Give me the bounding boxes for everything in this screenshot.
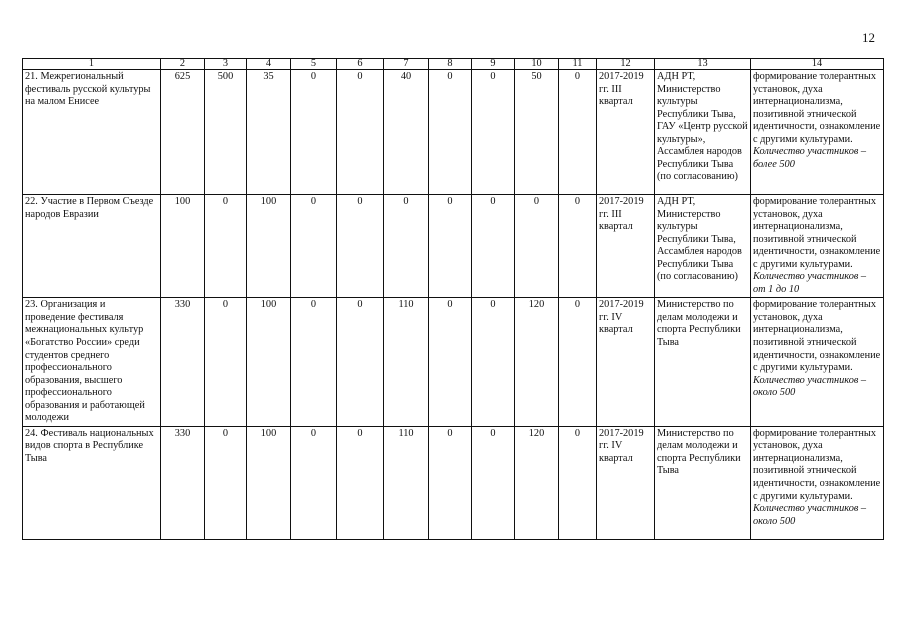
column-header: 9 (472, 59, 515, 70)
period-cell: 2017-2019 гг. III квартал (597, 195, 655, 298)
event-name-cell: 21. Межрегиональный фестиваль русской культуры на малом Енисее (23, 70, 161, 195)
executors-cell: АДН РТ, Министерство культуры Республики Тыва, Ассамблея народов Республики Тыва (по согласованию) (655, 195, 751, 298)
value-cell: 0 (291, 426, 337, 539)
table-row (23, 298, 884, 426)
value-cell: 330 (161, 298, 205, 426)
result-text: формирование толерантных установок, духа интернационализма, позитивной этнической идентичности, ознакомление с другими культурами. (753, 299, 881, 374)
value-cell: 110 (384, 426, 429, 539)
page-number: 12 (862, 30, 875, 45)
column-header: 2 (161, 59, 205, 70)
value-cell: 100 (247, 426, 291, 539)
column-header: 4 (247, 59, 291, 70)
value-cell: 100 (247, 298, 291, 426)
event-name-cell: 23. Организация и проведение фестиваля межнациональных культур «Богатство России» среди студентов среднего профессионального образования, высшего профессионального образования и работающей молодежи (23, 298, 161, 426)
value-cell: 0 (472, 426, 515, 539)
participants-note: Количество участников – от 1 до 10 (753, 271, 867, 295)
table-row (23, 195, 884, 298)
value-cell: 0 (205, 195, 247, 298)
table-row (23, 426, 884, 539)
value-cell: 0 (205, 426, 247, 539)
value-cell: 0 (472, 298, 515, 426)
value-cell: 0 (337, 195, 384, 298)
value-cell: 500 (205, 70, 247, 195)
period-cell: 2017-2019 гг. III квартал (597, 70, 655, 195)
table-row (23, 70, 884, 195)
value-cell: 0 (559, 195, 597, 298)
executors-cell: Министерство по делам молодежи и спорта Республики Тыва (655, 426, 751, 539)
value-cell: 35 (247, 70, 291, 195)
value-cell: 330 (161, 426, 205, 539)
value-cell: 0 (559, 298, 597, 426)
value-cell: 40 (384, 70, 429, 195)
period-cell: 2017-2019 гг. IV квартал (597, 298, 655, 426)
value-cell: 0 (291, 195, 337, 298)
value-cell: 110 (384, 298, 429, 426)
column-header: 10 (515, 59, 559, 70)
period-cell: 2017-2019 гг. IV квартал (597, 426, 655, 539)
header-row (23, 59, 884, 70)
value-cell: 120 (515, 426, 559, 539)
result-text: формирование толерантных установок, духа интернационализма, позитивной этнической идентичности, ознакомление с другими культурами. (753, 196, 881, 270)
column-header: 3 (205, 59, 247, 70)
value-cell: 0 (429, 426, 472, 539)
value-cell: 0 (291, 298, 337, 426)
participants-note: Количество участников – около 500 (753, 503, 867, 527)
column-header: 14 (751, 59, 884, 70)
result-cell (751, 426, 884, 539)
column-header: 8 (429, 59, 472, 70)
column-header: 1 (23, 59, 161, 70)
participants-note: Количество участников – около 500 (753, 374, 867, 399)
value-cell: 0 (384, 195, 429, 298)
value-cell: 0 (429, 70, 472, 195)
value-cell: 0 (337, 70, 384, 195)
column-header: 11 (559, 59, 597, 70)
value-cell: 120 (515, 298, 559, 426)
event-name-cell: 22. Участие в Первом Съезде народов Евразии (23, 195, 161, 298)
event-name-cell: 24. Фестиваль национальных видов спорта в Республике Тыва (23, 426, 161, 539)
result-cell (751, 195, 884, 298)
result-cell (751, 298, 884, 426)
column-header: 13 (655, 59, 751, 70)
value-cell: 0 (472, 195, 515, 298)
value-cell: 0 (291, 70, 337, 195)
executors-cell: АДН РТ, Министерство культуры Республики Тыва, ГАУ «Центр русской культуры», Ассамблея народов Республики Тыва (по согласованию) (655, 70, 751, 195)
result-cell (751, 70, 884, 195)
value-cell: 100 (247, 195, 291, 298)
program-table (22, 58, 884, 540)
column-header: 7 (384, 59, 429, 70)
executors-cell: Министерство по делам молодежи и спорта Республики Тыва (655, 298, 751, 426)
value-cell: 0 (429, 195, 472, 298)
value-cell: 0 (429, 298, 472, 426)
value-cell: 0 (337, 426, 384, 539)
value-cell: 625 (161, 70, 205, 195)
participants-note: Количество участников – более 500 (753, 146, 867, 170)
value-cell: 0 (205, 298, 247, 426)
column-header: 5 (291, 59, 337, 70)
value-cell: 0 (337, 298, 384, 426)
value-cell: 0 (515, 195, 559, 298)
value-cell: 0 (472, 70, 515, 195)
result-text: формирование толерантных установок, духа интернационализма, позитивной этнической идентичности, ознакомление с другими культурами. (753, 427, 881, 502)
result-text: формирование толерантных установок, духа интернационализма, позитивной этнической идентичности, ознакомление с другими культурами. (753, 71, 881, 145)
value-cell: 0 (559, 70, 597, 195)
column-header: 12 (597, 59, 655, 70)
value-cell: 50 (515, 70, 559, 195)
value-cell: 0 (559, 426, 597, 539)
value-cell: 100 (161, 195, 205, 298)
column-header: 6 (337, 59, 384, 70)
